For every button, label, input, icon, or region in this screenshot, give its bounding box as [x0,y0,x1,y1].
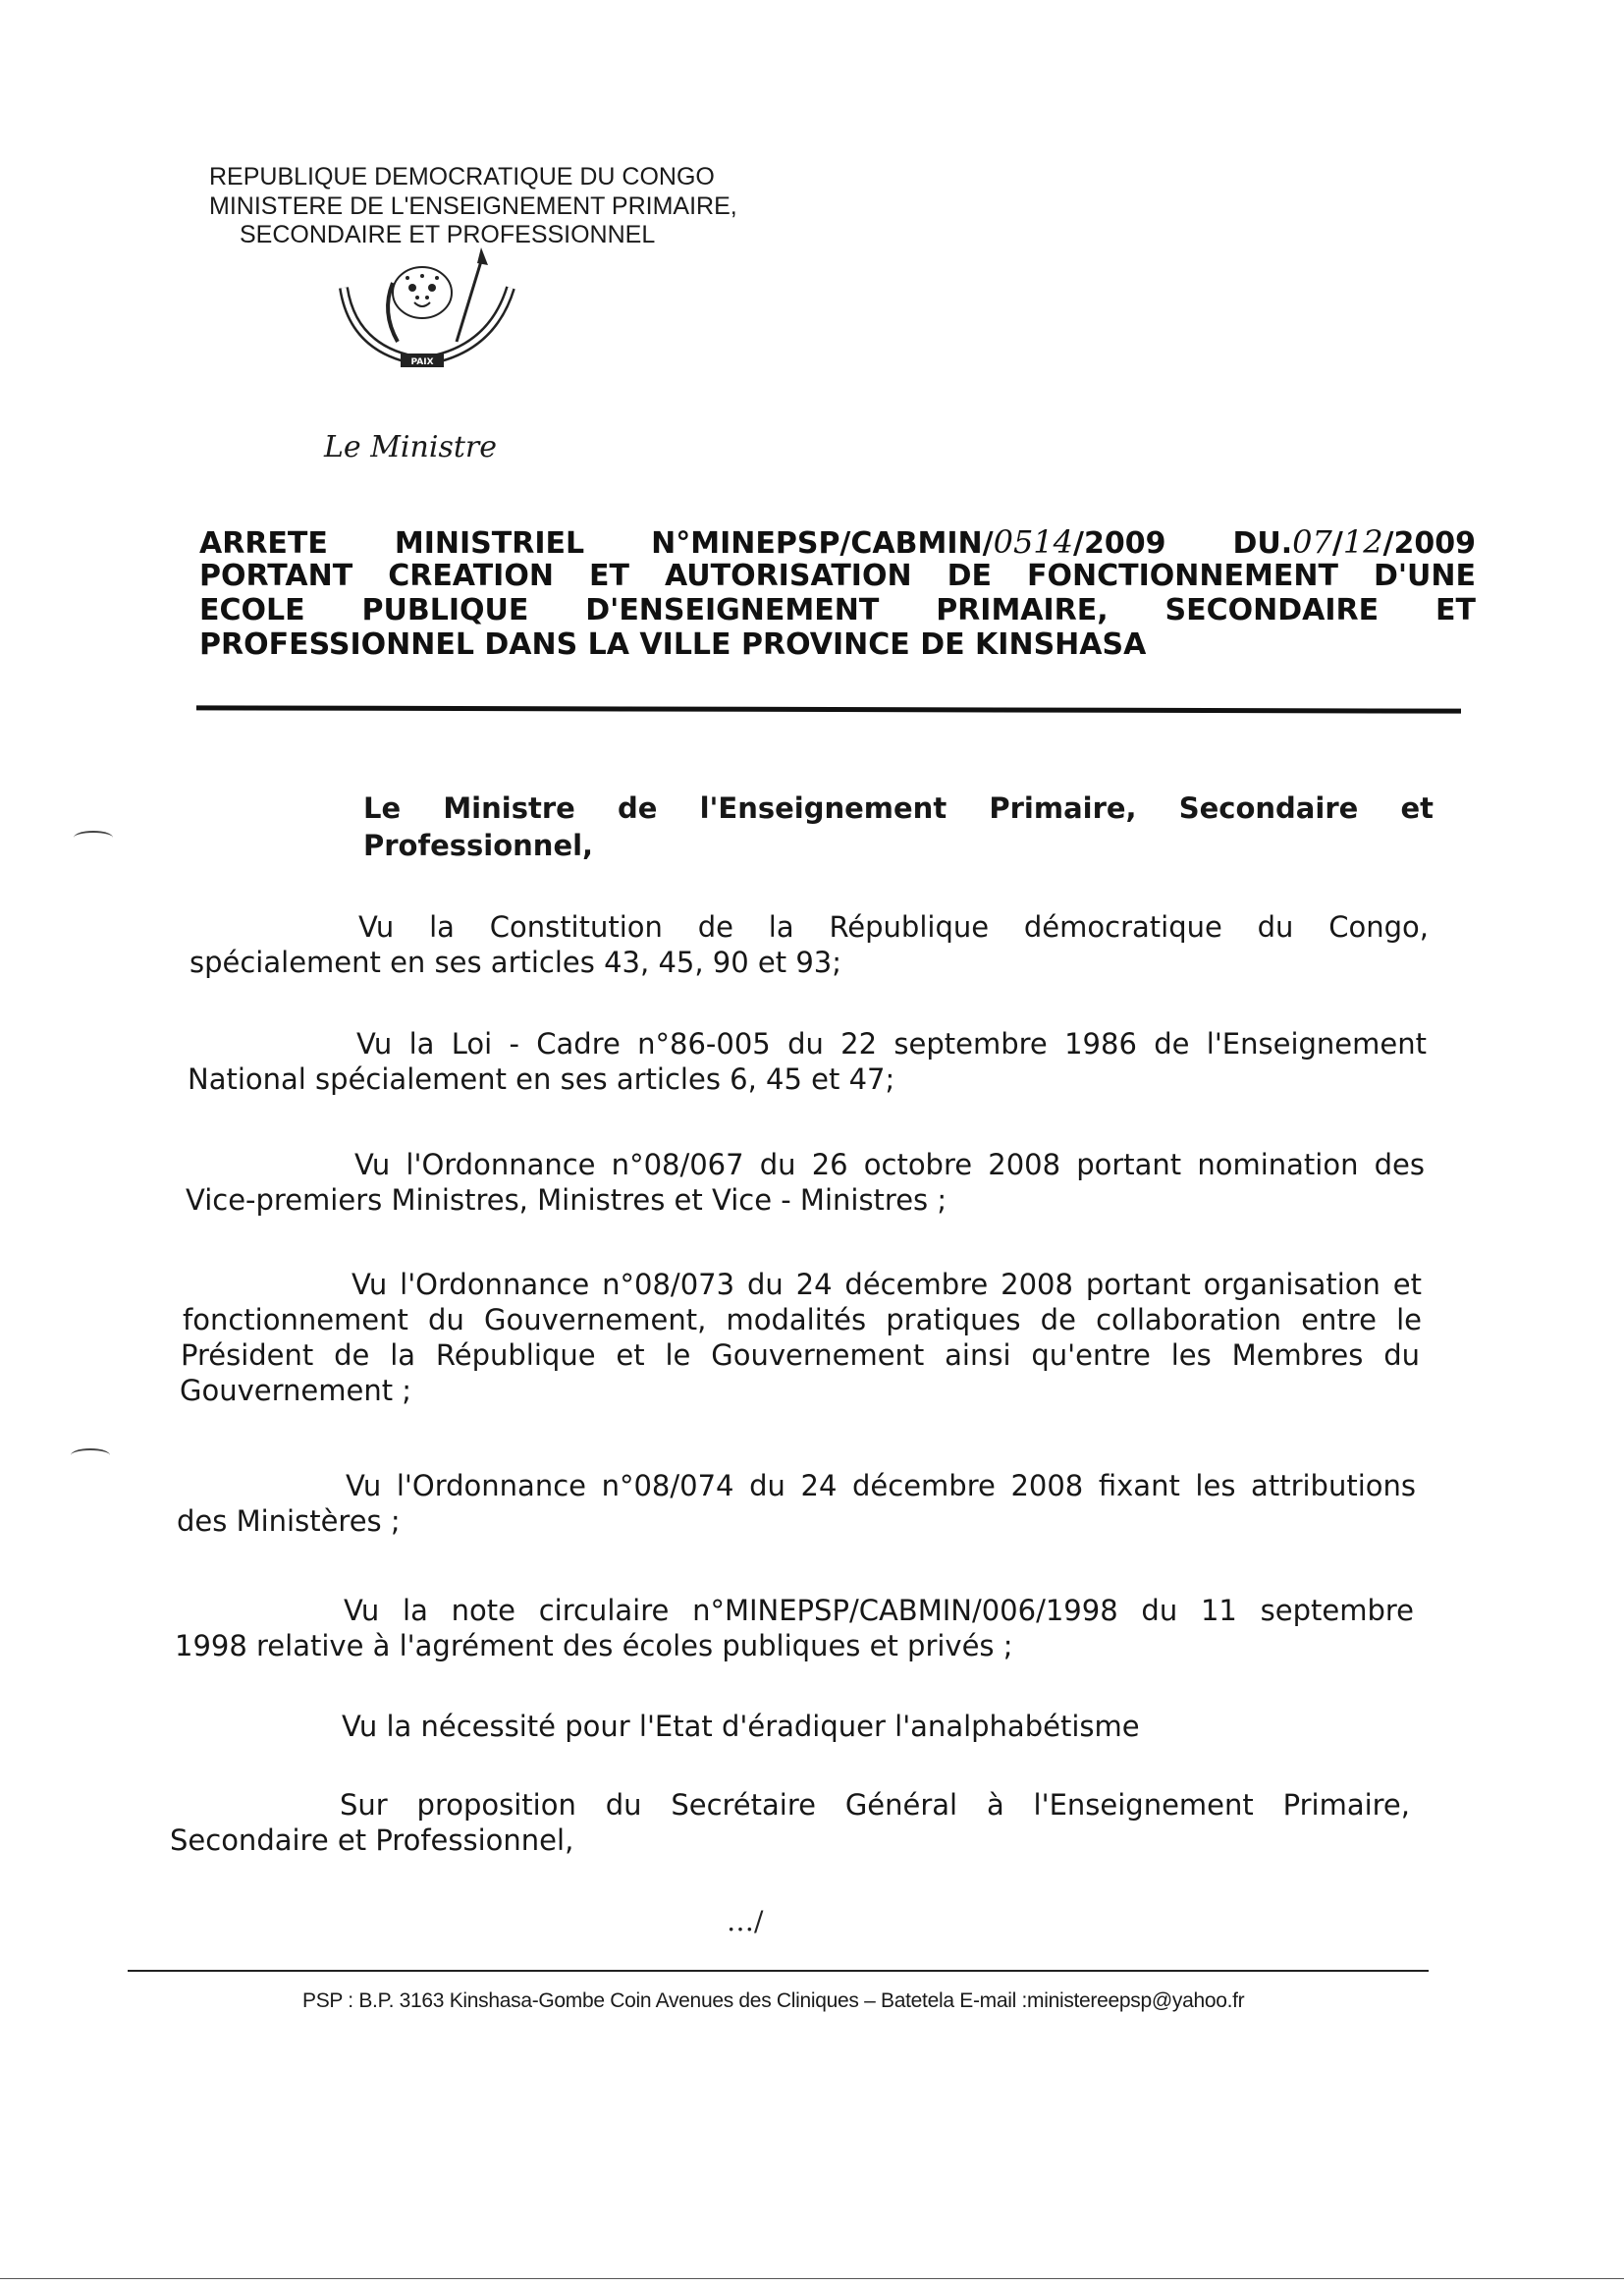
decree-title-line4: PROFESSIONNEL DANS LA VILLE PROVINCE DE KINSHASA [199,627,1147,662]
title-underline [196,705,1461,713]
paragraph-ordonnance-067: Vu l'Ordonnance n°08/067 du 26 octobre 2008 portant nomination des [354,1148,1425,1181]
footer-rule [128,1970,1429,1972]
paragraph-ordonnance-073: Vu l'Ordonnance n°08/073 du 24 décembre 2008 portant organisation et [352,1268,1422,1301]
paragraph-ordonnance-067-cont: Vice-premiers Ministres, Ministres et Vice - Ministres ; [186,1183,947,1217]
decree-title-line1: ARRETE MINISTRIEL N°MINEPSP/CABMIN/0514/2009 DU.07/12/2009 [199,523,1476,561]
paragraph-ordonnance-073-l3: Président de la République et le Gouvernement ainsi qu'entre les Membres du [181,1338,1420,1372]
footer-address: PSP : B.P. 3163 Kinshasa-Gombe Coin Avenues des Cliniques – Batetela E-mail :ministereepsp@yahoo.fr [302,1989,1245,2012]
header-republic: REPUBLIQUE DEMOCRATIQUE DU CONGO [209,163,715,190]
svg-text:PAIX: PAIX [410,357,434,367]
paragraph-note-circulaire: Vu la note circulaire n°MINEPSP/CABMIN/006/1998 du 11 septembre [344,1594,1414,1627]
paragraph-note-circulaire-cont: 1998 relative à l'agrément des écoles publiques et privés ; [175,1629,1013,1662]
paragraph-ordonnance-073-l2: fonctionnement du Gouvernement, modalités pratiques de collaboration entre le [183,1303,1422,1336]
decree-title-line2: PORTANT CREATION ET AUTORISATION DE FONCTIONNEMENT D'UNE [199,559,1476,593]
paragraph-constitution-cont: spécialement en ses articles 43, 45, 90 et 93; [189,946,841,979]
paragraph-ordonnance-073-l4: Gouvernement ; [180,1374,412,1407]
paragraph-constitution: Vu la Constitution de la République démocratique du Congo, [358,910,1429,944]
paragraph-necessite: Vu la nécessité pour l'Etat d'éradiquer l'analphabétisme [342,1710,1140,1743]
preamble-heading-cont: Professionnel, [363,829,594,862]
coat-of-arms-emblem [324,244,530,391]
paragraph-loi-cadre: Vu la Loi - Cadre n°86-005 du 22 septembre 1986 de l'Enseignement [356,1027,1427,1061]
page-edge [0,2278,1624,2279]
continued-mark: …/ [727,1905,764,1937]
margin-mark [74,831,113,844]
preamble-heading: Le Ministre de l'Enseignement Primaire, Secondaire et [363,791,1434,825]
paragraph-ordonnance-074-cont: des Ministères ; [177,1504,401,1538]
paragraph-proposition-cont: Secondaire et Professionnel, [170,1823,574,1857]
signatory-title: Le Ministre [324,430,497,464]
margin-mark [71,1448,110,1462]
paragraph-ordonnance-074: Vu l'Ordonnance n°08/074 du 24 décembre 2008 fixant les attributions [346,1469,1416,1502]
paragraph-loi-cadre-cont: National spécialement en ses articles 6, 45 et 47; [188,1062,895,1096]
paragraph-proposition: Sur proposition du Secrétaire Général à l'Enseignement Primaire, [340,1788,1410,1822]
decree-title-line3: ECOLE PUBLIQUE D'ENSEIGNEMENT PRIMAIRE, SECONDAIRE ET [199,593,1476,627]
header-ministry: MINISTERE DE L'ENSEIGNEMENT PRIMAIRE, [209,192,737,220]
header-ministry-cont: SECONDAIRE ET PROFESSIONNEL [240,221,656,248]
